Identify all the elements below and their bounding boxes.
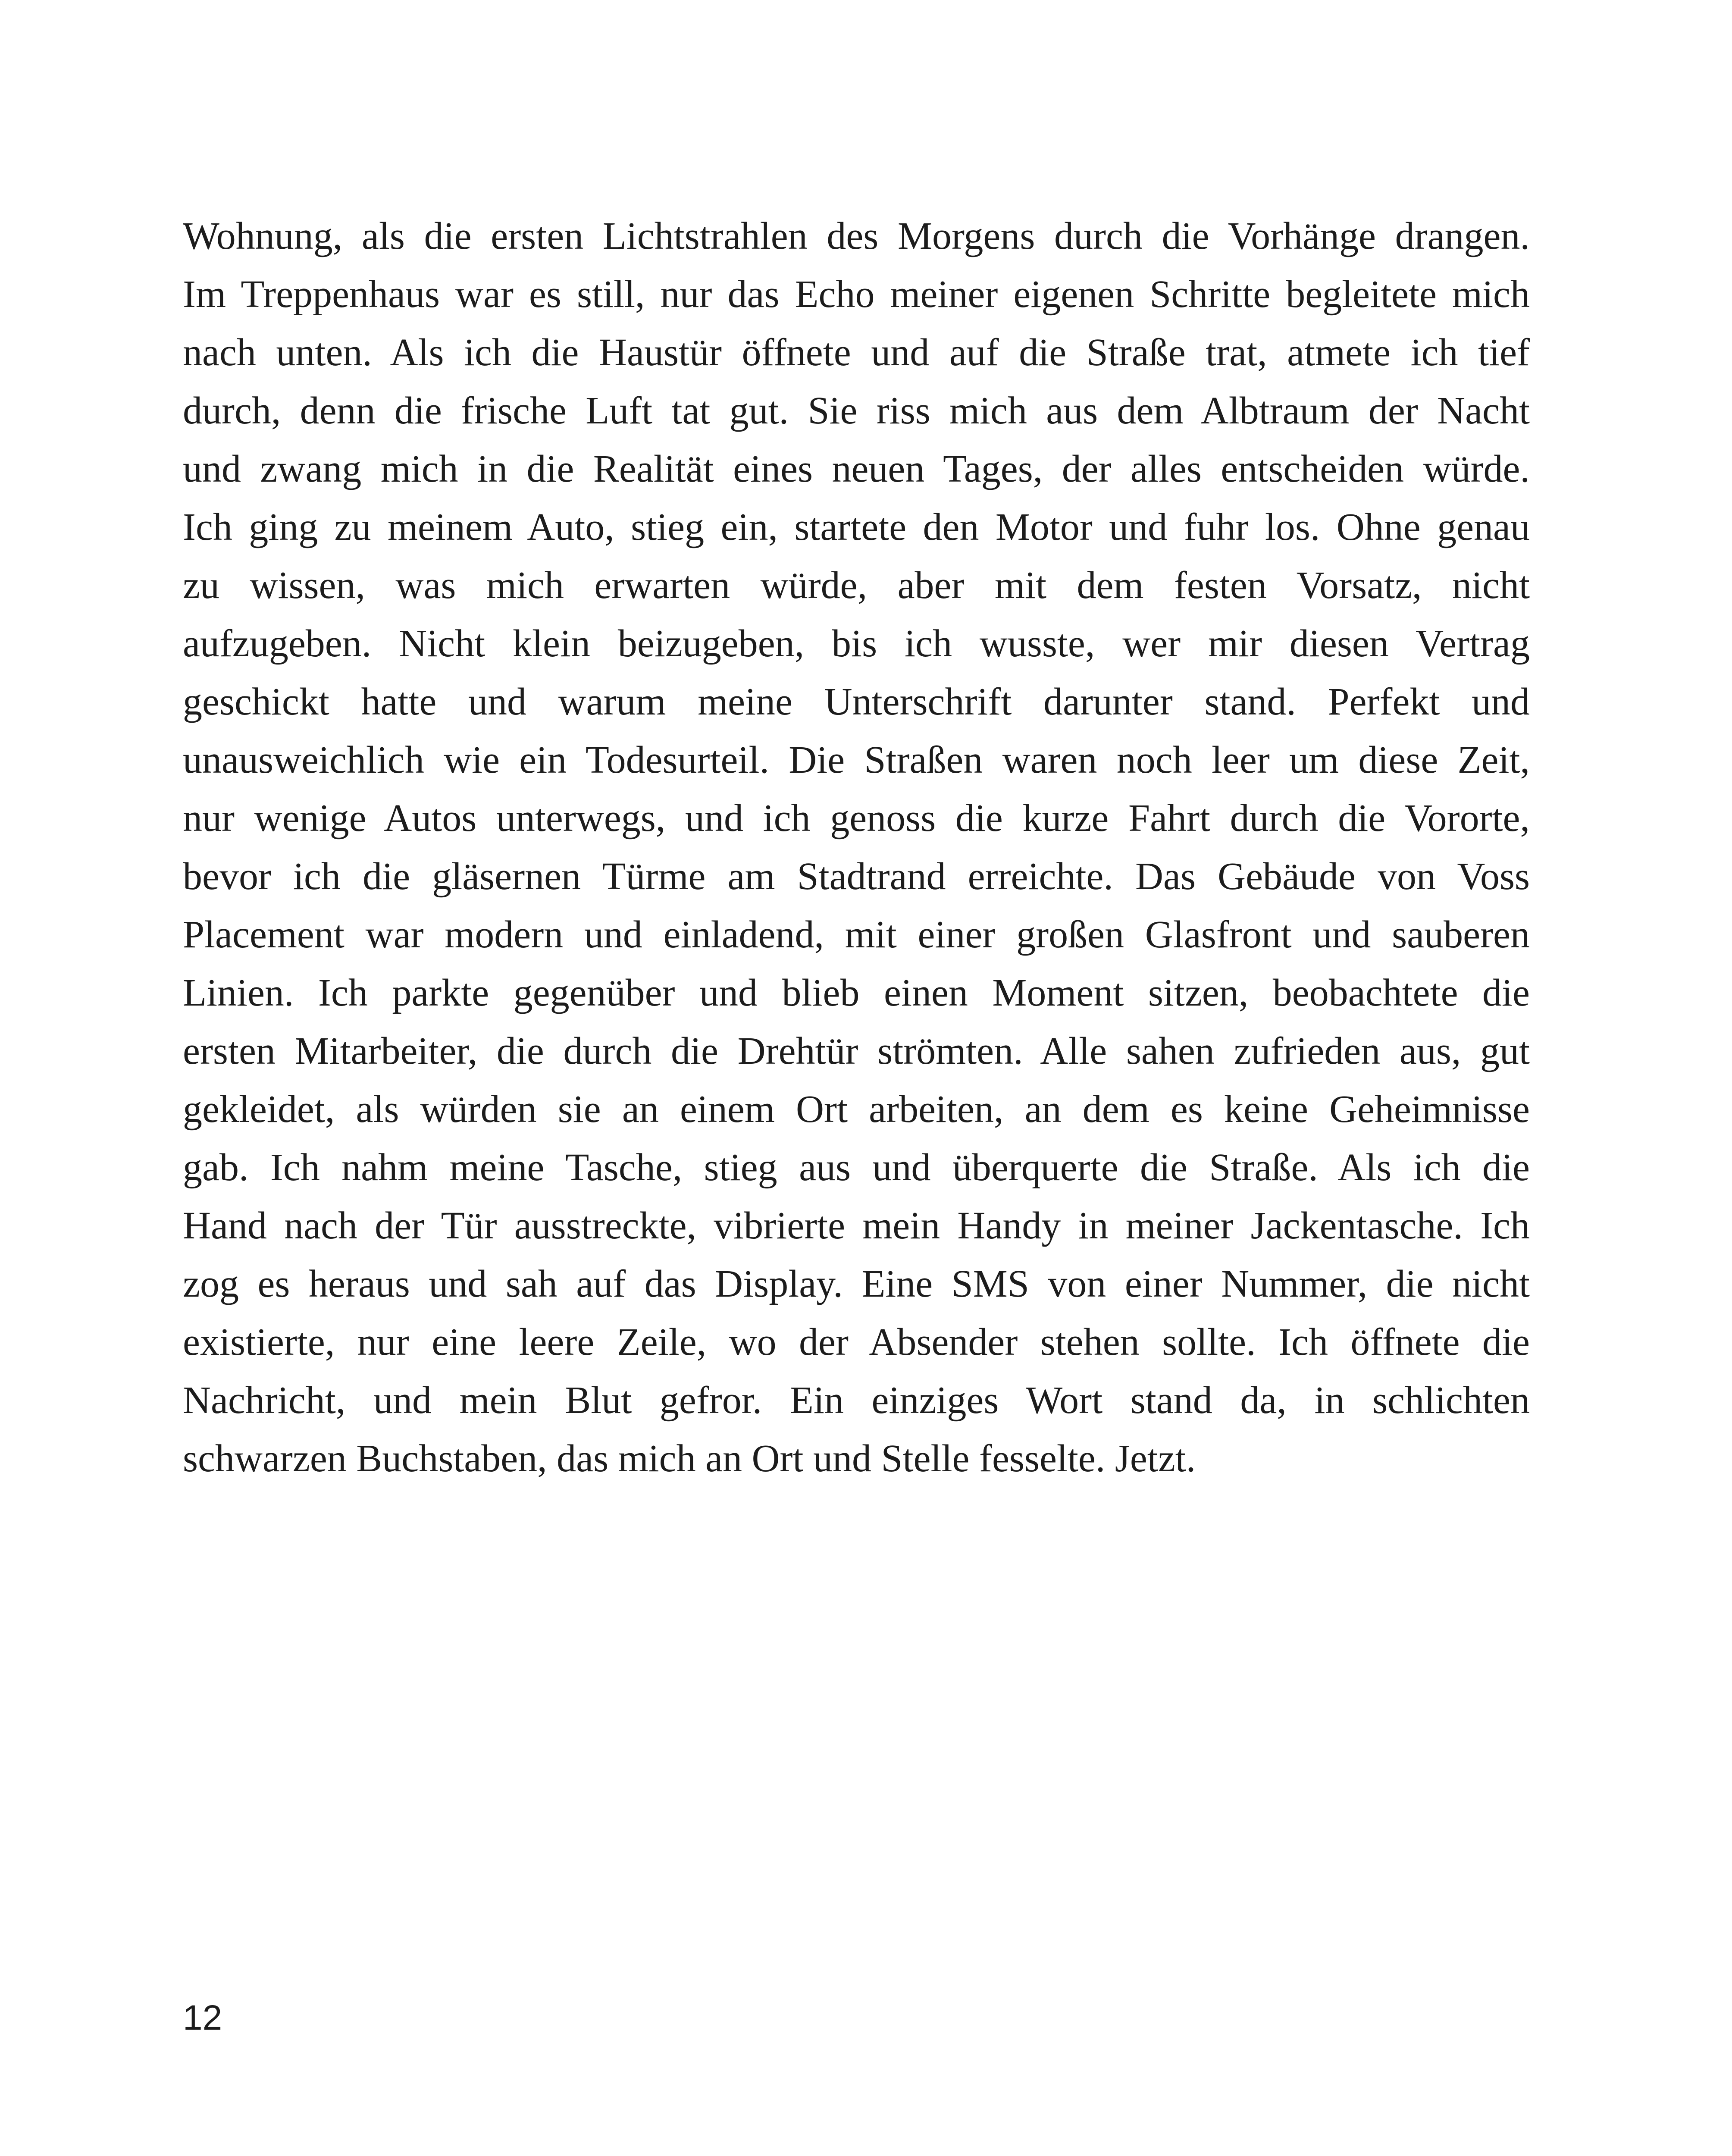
- text-line: und zwang mich in die Realität eines neuen Tages, der alles entscheiden würde.: [183, 448, 1530, 490]
- text-line: ersten Mitarbeiter, die durch die Drehtür strömten. Alle sahen zufrieden aus, gut: [183, 1030, 1530, 1072]
- text-line: nach unten. Als ich die Haustür öffnete und auf die Straße trat, atmete ich tief: [183, 331, 1530, 374]
- text-line: Nachricht, und mein Blut gefror. Ein einziges Wort stand da, in schlichten: [183, 1379, 1530, 1422]
- text-line: nur wenige Autos unterwegs, und ich genoss die kurze Fahrt durch die Vororte,: [183, 797, 1530, 840]
- text-line: Im Treppenhaus war es still, nur das Echo meiner eigenen Schritte begleitete mich: [183, 273, 1530, 316]
- text-line: bevor ich die gläsernen Türme am Stadtrand erreichte. Das Gebäude von Voss: [183, 855, 1530, 898]
- text-line: unausweichlich wie ein Todesurteil. Die Straßen waren noch leer um diese Zeit,: [183, 739, 1530, 781]
- text-line: zu wissen, was mich erwarten würde, aber mit dem festen Vorsatz, nicht: [183, 564, 1530, 607]
- text-line: existierte, nur eine leere Zeile, wo der Absender stehen sollte. Ich öffnete die: [183, 1321, 1530, 1363]
- text-line: gekleidet, als würden sie an einem Ort arbeiten, an dem es keine Geheimnisse: [183, 1088, 1530, 1131]
- page-number: 12: [183, 1998, 222, 2037]
- text-line: Hand nach der Tür ausstreckte, vibrierte mein Handy in meiner Jackentasche. Ich: [183, 1204, 1530, 1247]
- text-line: schwarzen Buchstaben, das mich an Ort und Stelle fesselte. Jetzt.: [183, 1437, 1196, 1480]
- text-line: Placement war modern und einladend, mit einer großen Glasfront und sauberen: [183, 913, 1530, 956]
- text-line: durch, denn die frische Luft tat gut. Sie riss mich aus dem Albtraum der Nacht: [183, 389, 1530, 432]
- text-line: geschickt hatte und warum meine Unterschrift darunter stand. Perfekt und: [183, 680, 1530, 723]
- body-text: [183, 207, 1530, 1488]
- text-line: Ich ging zu meinem Auto, stieg ein, startete den Motor und fuhr los. Ohne genau: [183, 506, 1530, 548]
- text-line: Linien. Ich parkte gegenüber und blieb einen Moment sitzen, beobachtete die: [183, 971, 1530, 1014]
- text-line: zog es heraus und sah auf das Display. Eine SMS von einer Nummer, die nicht: [183, 1263, 1530, 1305]
- text-line: aufzugeben. Nicht klein beizugeben, bis ich wusste, wer mir diesen Vertrag: [183, 622, 1530, 665]
- text-line: Wohnung, als die ersten Lichtstrahlen des Morgens durch die Vorhänge drangen.: [183, 215, 1530, 257]
- text-line: gab. Ich nahm meine Tasche, stieg aus und überquerte die Straße. Als ich die: [183, 1146, 1530, 1189]
